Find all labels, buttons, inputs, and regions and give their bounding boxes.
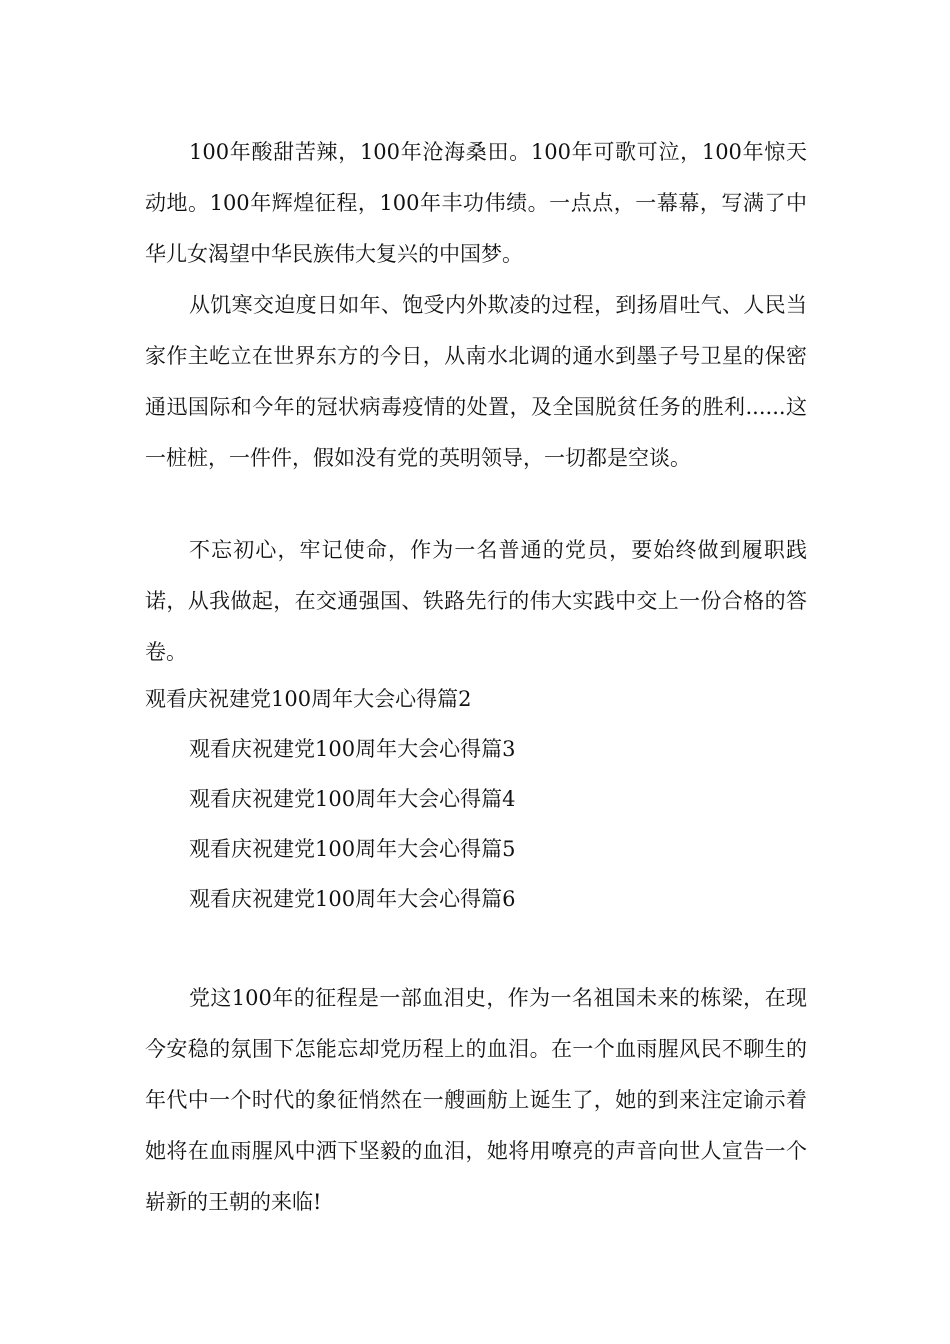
toc-entry-6: 观看庆祝建党100周年大会心得篇6 bbox=[189, 887, 516, 911]
toc-entry-3: 观看庆祝建党100周年大会心得篇3 bbox=[189, 737, 516, 761]
toc-entry-4: 观看庆祝建党100周年大会心得篇4 bbox=[189, 787, 516, 811]
paragraph-3: 不忘初心，牢记使命，作为一名普通的党员，要始终做到履职践诺，从我做起，在交通强国、铁路先行的伟大实践中交上一份合格的答卷。 bbox=[145, 538, 807, 664]
toc-entry-5: 观看庆祝建党100周年大会心得篇5 bbox=[189, 837, 516, 861]
toc-entry-2: 观看庆祝建党100周年大会心得篇2 bbox=[145, 687, 472, 711]
paragraph-final: 党这100年的征程是一部血泪史，作为一名祖国未来的栋梁，在现今安稳的氛围下怎能忘却党历程上的血泪。在一个血雨腥风民不聊生的年代中一个时代的象征悄然在一艘画舫上诞生了，她的到来注定谕示着她将在血雨腥风中洒下坚毅的血泪，她将用嘹亮的声音向世人宣告一个崭新的王朝的来临! bbox=[145, 986, 807, 1214]
paragraph-1: 100年酸甜苦辣，100年沧海桑田。100年可歌可泣，100年惊天动地。100年辉煌征程，100年丰功伟绩。一点点，一幕幕，写满了中华儿女渴望中华民族伟大复兴的中国梦。 bbox=[145, 140, 807, 266]
paragraph-2: 从饥寒交迫度日如年、饱受内外欺凌的过程，到扬眉吐气、人民当家作主屹立在世界东方的今日，从南水北调的通水到墨子号卫星的保密通迅国际和今年的冠状病毒疫情的处置，及全国脱贫任务的胜利......这一桩桩，一件件，假如没有党的英明领导，一切都是空谈。 bbox=[145, 293, 807, 470]
